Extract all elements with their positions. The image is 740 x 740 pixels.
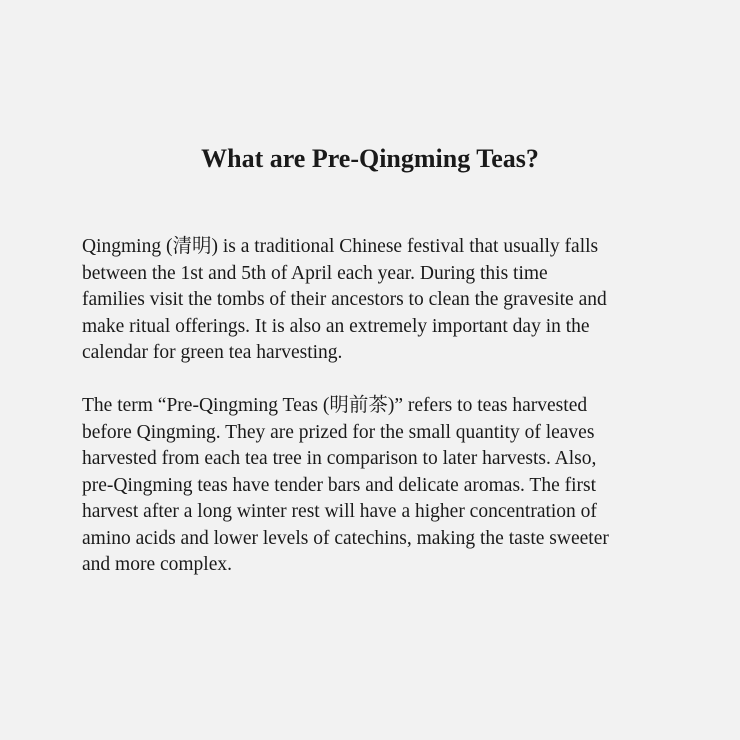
text-line: and more complex. — [82, 554, 232, 575]
text-line: The term “Pre-Qingming Teas (明前茶)” refers to teas harvested — [82, 395, 588, 416]
page-title: What are Pre-Qingming Teas? — [201, 144, 539, 173]
text-line: between the 1st and 5th of April each year. During this time — [82, 262, 548, 284]
paragraph-pre-qingming-teas — [82, 393, 682, 579]
text-line: Qingming (清明) is a traditional Chinese festival that usually falls — [82, 236, 599, 257]
text-line: harvest after a long winter rest will have a higher concentration of — [82, 501, 597, 522]
paragraph-qingming-intro — [82, 234, 682, 367]
text-line: harvested from each tea tree in comparison to later harvests. Also, — [82, 448, 597, 469]
text-line: amino acids and lower levels of catechins, making the taste sweeter — [82, 527, 609, 549]
text-line: pre-Qingming teas have tender bars and delicate aromas. The first — [82, 474, 597, 496]
text-line: make ritual offerings. It is also an extremely important day in the — [82, 315, 590, 337]
text-line: before Qingming. They are prized for the small quantity of leaves — [82, 421, 595, 443]
article-body — [82, 234, 682, 579]
text-line: calendar for green tea harvesting. — [82, 342, 343, 363]
text-line: families visit the tombs of their ancestors to clean the gravesite and — [82, 289, 607, 310]
